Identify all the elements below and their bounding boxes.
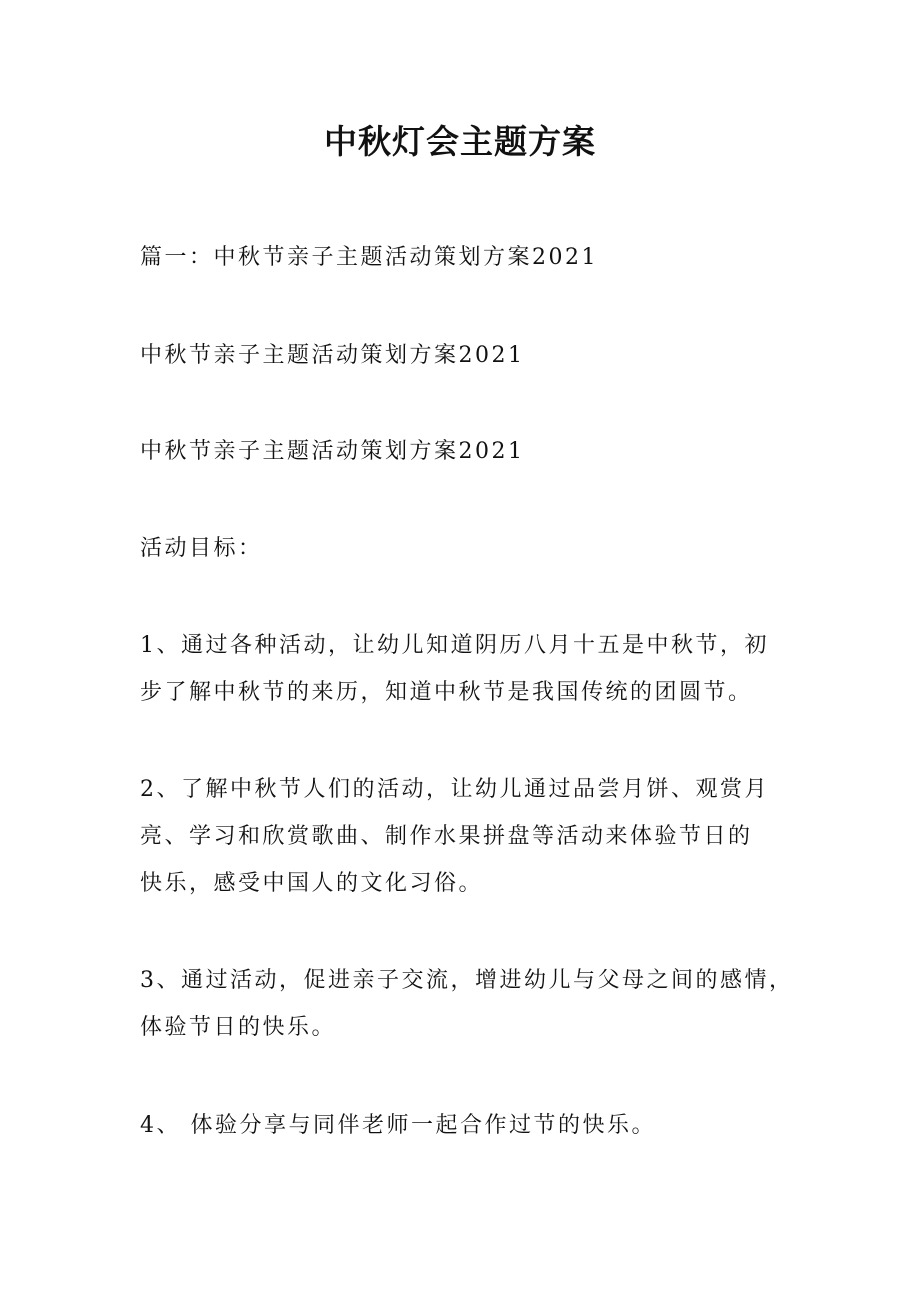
paragraph-4 (140, 525, 790, 572)
paragraph-3 (140, 428, 790, 475)
paragraph-line: 步了解中秋节的来历，知道中秋节是我国传统的团圆节。 (140, 680, 753, 705)
paragraph-7 (140, 957, 794, 1051)
document-title: 中秋灯会主题方案 (324, 122, 596, 161)
paragraph-line: 4、 体验分享与同伴老师一起合作过节的快乐。 (140, 1113, 656, 1138)
paragraph-line: 2、了解中秋节人们的活动，让幼儿通过品尝月饼、观赏月 (140, 777, 769, 802)
paragraph-line: 篇一：中秋节亲子主题活动策划方案2021 (140, 245, 598, 270)
paragraph-line: 3、通过活动，促进亲子交流，增进幼儿与父母之间的感情， (140, 968, 794, 993)
paragraph-line: 1、通过各种活动，让幼儿知道阴历八月十五是中秋节，初 (140, 633, 769, 658)
paragraph-6 (140, 766, 790, 907)
paragraph-1 (140, 234, 790, 281)
paragraph-line: 中秋节亲子主题活动策划方案2021 (140, 439, 525, 464)
paragraph-2 (140, 332, 790, 379)
paragraph-5 (140, 622, 790, 716)
paragraph-line: 体验节日的快乐。 (140, 1015, 337, 1040)
paragraph-line: 活动目标： (140, 536, 263, 561)
paragraph-line: 快乐，感受中国人的文化习俗。 (140, 871, 484, 896)
paragraph-8 (140, 1102, 790, 1149)
paragraph-line: 亮、学习和欣赏歌曲、制作水果拼盘等活动来体验节日的 (140, 824, 753, 849)
paragraph-line: 中秋节亲子主题活动策划方案2021 (140, 343, 525, 368)
